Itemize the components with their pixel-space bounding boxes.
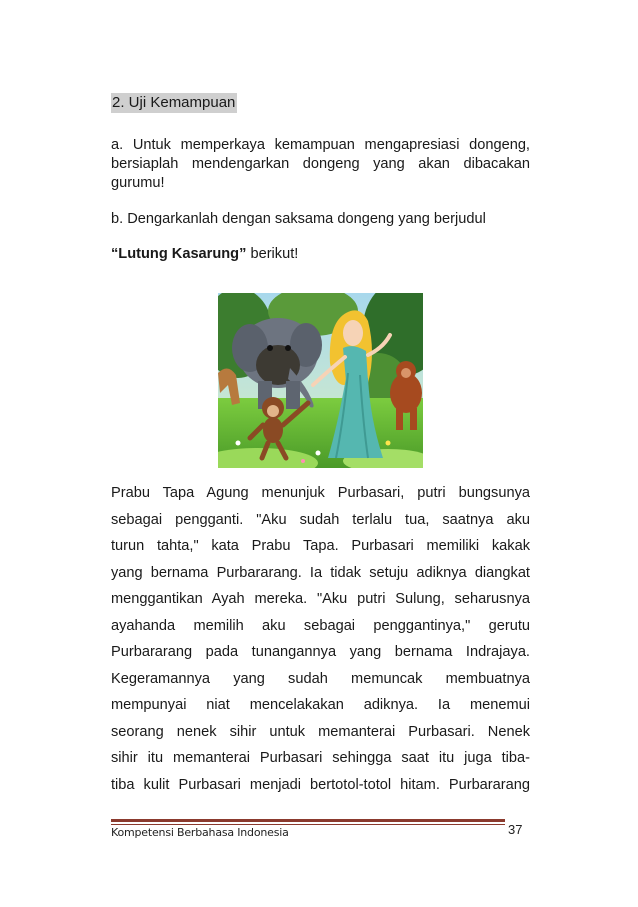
story-line: menggantikan Ayah mereka. "Aku putri Sulung, seharusnya	[111, 591, 530, 607]
instruction-item-b: b. Dengarkanlah dengan saksama dongeng yang berjudul	[111, 211, 486, 227]
story-line: Prabu Tapa Agung menunjuk Purbasari, putri bungsunya	[111, 485, 530, 501]
story-line: sebagai pengganti. "Aku sudah terlalu tua, saatnya aku	[111, 511, 530, 528]
story-line: Purbararang pada tunangannya yang bernama Indrajaya.	[111, 644, 530, 660]
section-heading: 2. Uji Kemampuan	[112, 94, 236, 111]
story-line: ayahanda memilih aku sebagai penggantinya," gerutu	[111, 617, 530, 634]
story-title-line	[111, 245, 530, 264]
footer-book-title: Kompetensi Berbahasa Indonesia	[111, 826, 289, 839]
page-number: 37	[508, 822, 523, 837]
story-line: seorang nenek sihir untuk memanterai Purbasari. Nenek	[111, 723, 530, 740]
story-line: sihir itu memanterai Purbasari sehingga saat itu juga tiba-	[111, 750, 530, 766]
forest-scene-illustration	[218, 293, 423, 468]
story-title-suffix: berikut!	[246, 246, 299, 262]
story-line: Kegeramannya yang sudah memuncak membuatnya	[111, 670, 530, 687]
footer-rule-thin	[111, 824, 505, 825]
story-line: yang bernama Purbararang. Ia tidak setuju adiknya diangkat	[111, 564, 530, 581]
story-line: tiba kulit Purbasari menjadi bertotol-totol hitam. Purbararang	[111, 776, 530, 793]
story-title: “Lutung Kasarung”	[111, 246, 247, 262]
footer-rule	[111, 819, 505, 822]
story-paragraph	[111, 480, 530, 798]
story-line: turun tahta," kata Prabu Tapa. Purbasari memiliki kakak	[111, 538, 530, 554]
instruction-item-a: a. Untuk memperkaya kemampuan mengapresiasi dongeng, bersiaplah mendengarkan dongeng yang akan dibacakan gurumu!	[111, 137, 530, 191]
story-line: mempunyai niat mencelakakan adiknya. Ia menemui	[111, 697, 530, 713]
